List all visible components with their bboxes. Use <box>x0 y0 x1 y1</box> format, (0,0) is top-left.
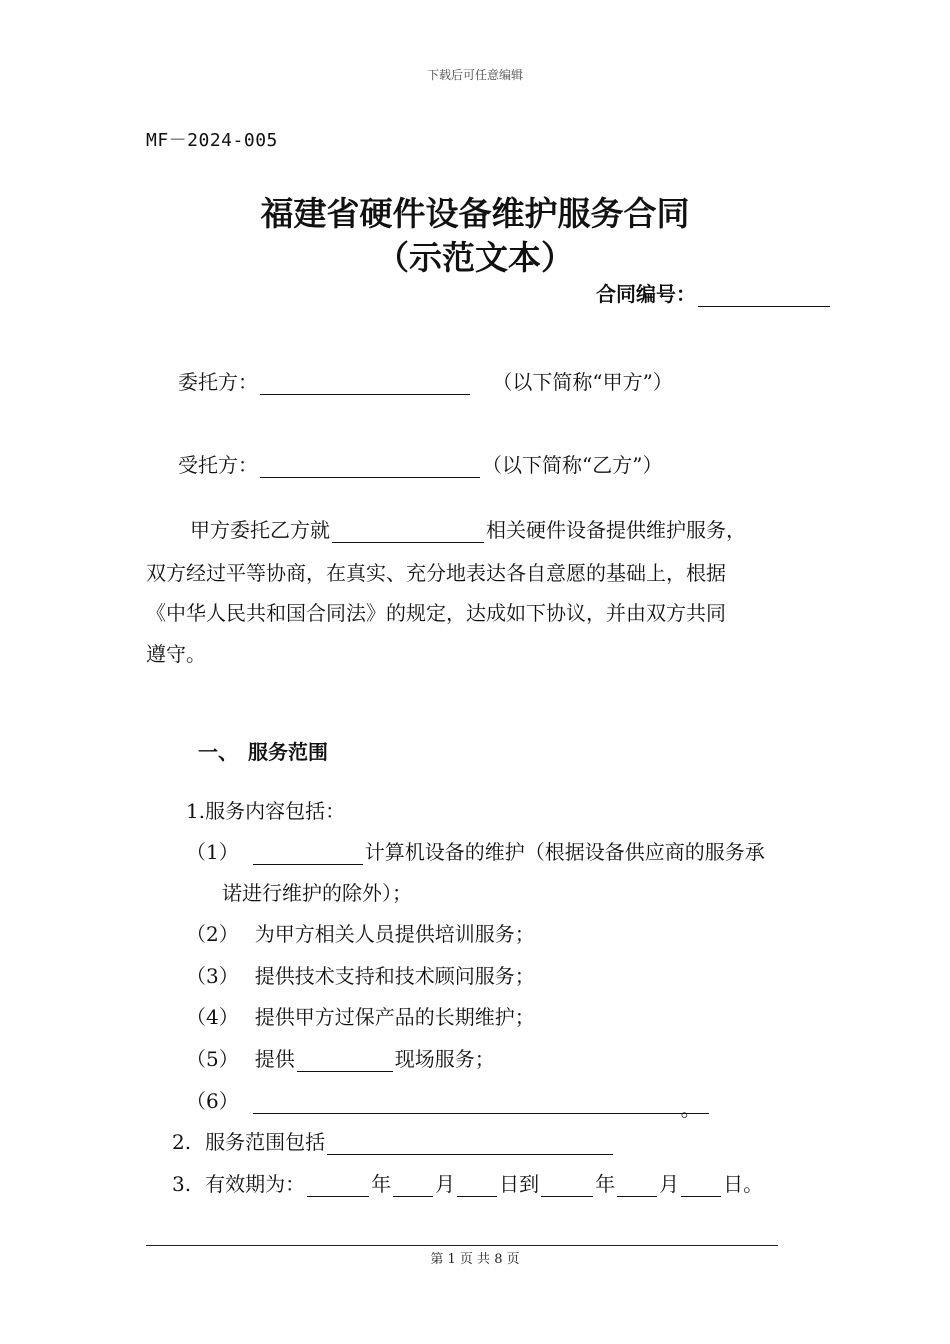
section-heading: 一、 服务范围 <box>198 740 328 764</box>
client-label: 委托方： <box>178 370 258 394</box>
sub-item-text-end: 现场服务； <box>394 1047 495 1071</box>
sub-item-number: （5） <box>186 1047 239 1071</box>
intro-line-2: 双方经过平等协商，在真实、充分地表达各自意愿的基础上，根据 <box>146 561 726 585</box>
contract-number-label: 合同编号： <box>596 282 696 306</box>
document-number: MF－2024-005 <box>146 130 278 151</box>
service-content-item: 1.服务内容包括： <box>186 799 346 823</box>
sub-item-number: （2） <box>186 922 239 946</box>
end-month-blank[interactable] <box>617 1176 657 1197</box>
sub-item-text: 计算机设备的维护（根据设备供应商的服务承 <box>364 840 765 864</box>
sub-item-3 <box>186 960 535 989</box>
month-label: 月 <box>435 1172 456 1196</box>
scope-blank[interactable] <box>327 1134 613 1155</box>
sub-item-1 <box>186 836 765 865</box>
intro-line-1 <box>190 514 746 543</box>
intro-text-b: 相关硬件设备提供维护服务， <box>486 518 746 542</box>
contract-number <box>596 278 832 307</box>
contractor-name-blank[interactable] <box>260 457 480 478</box>
intro-line-4: 遵守。 <box>146 642 206 666</box>
item-number: 3. <box>172 1172 192 1196</box>
intro-text-a: 甲方委托乙方就 <box>190 518 330 542</box>
document-subtitle: （示范文本） <box>376 238 574 277</box>
item-text: 服务范围包括 <box>205 1130 326 1154</box>
item-number: 2. <box>172 1130 192 1154</box>
sub-item-6 <box>186 1085 711 1121</box>
intro-line-3: 《中华人民共和国合同法》的规定，达成如下协议，并由双方共同 <box>146 601 726 625</box>
contractor-alias: （以下简称“乙方”） <box>482 453 663 477</box>
sub-item-5 <box>186 1043 495 1072</box>
contractor-label: 受托方： <box>178 453 258 477</box>
service-target-blank[interactable] <box>332 522 484 543</box>
sub-item-number: （6） <box>186 1089 239 1113</box>
sub-item-4 <box>186 1001 535 1030</box>
sub-item-text: 提供甲方过保产品的长期维护； <box>254 1005 535 1029</box>
day-label: 日。 <box>723 1172 764 1196</box>
month-label: 月 <box>659 1172 680 1196</box>
document-title: 福建省硬件设备维护服务合同 <box>260 194 690 233</box>
sub-item-number: （1） <box>186 840 239 864</box>
validity-item <box>172 1168 763 1197</box>
footer-divider <box>146 1245 778 1246</box>
page-header: 下载后可任意编辑 <box>426 68 523 82</box>
onsite-service-blank[interactable] <box>297 1051 393 1072</box>
contract-number-blank[interactable] <box>698 286 830 307</box>
year-label: 年 <box>371 1172 392 1196</box>
client-alias: （以下简称“甲方”） <box>492 370 673 394</box>
sub-item-text: 提供技术支持和技术顾问服务； <box>254 964 535 988</box>
client-party-line <box>178 366 673 395</box>
day-label: 日到 <box>499 1172 540 1196</box>
end-year-blank[interactable] <box>541 1176 593 1197</box>
sub-item-number: （4） <box>186 1005 239 1029</box>
page-number: 第 1 页 共 8 页 <box>430 1252 520 1267</box>
scope-item <box>172 1126 615 1155</box>
equipment-blank[interactable] <box>253 844 363 865</box>
other-service-blank[interactable] <box>253 1093 709 1121</box>
contractor-party-line <box>178 449 662 478</box>
sub-item-2 <box>186 918 535 947</box>
sub-item-1-cont: 诺进行维护的除外）； <box>222 881 412 905</box>
sub-item-text: 提供 <box>254 1047 295 1071</box>
start-year-blank[interactable] <box>307 1176 369 1197</box>
year-label: 年 <box>595 1172 616 1196</box>
sub-item-6-end: 。 <box>680 1097 701 1121</box>
end-day-blank[interactable] <box>681 1176 721 1197</box>
sub-item-number: （3） <box>186 964 239 988</box>
start-month-blank[interactable] <box>393 1176 433 1197</box>
client-name-blank[interactable] <box>260 374 470 395</box>
start-day-blank[interactable] <box>457 1176 497 1197</box>
sub-item-text: 为甲方相关人员提供培训服务； <box>254 922 535 946</box>
item-text: 有效期为： <box>205 1172 306 1196</box>
